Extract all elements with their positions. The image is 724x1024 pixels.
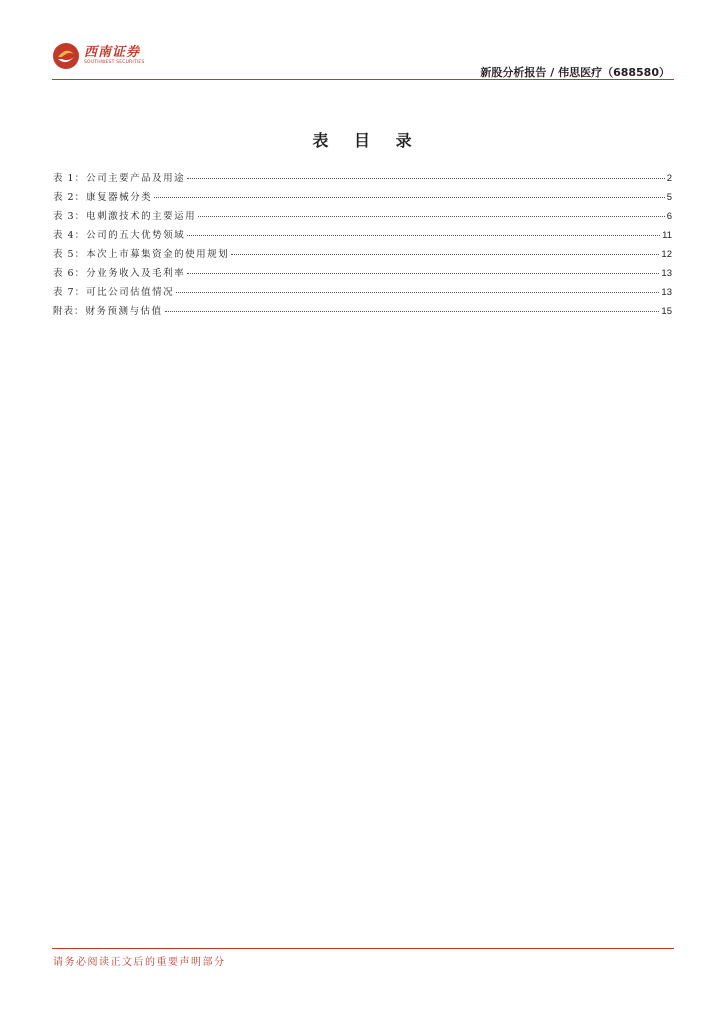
toc-entry-label: 表 7 — [53, 287, 75, 298]
toc-entry-colon: ： — [74, 287, 85, 298]
toc-entry[interactable] — [53, 284, 672, 303]
toc-entry-page: 15 — [661, 306, 672, 317]
toc-entry-page: 13 — [661, 287, 672, 298]
footer-disclaimer: 请务必阅读正文后的重要声明部分 — [53, 957, 226, 968]
toc-entry-page: 11 — [662, 230, 672, 241]
toc-entry-colon: ： — [74, 192, 85, 203]
toc-entry[interactable] — [53, 189, 672, 208]
toc-entry-label: 附表 — [53, 306, 75, 317]
report-title: 新股分析报告 / 伟思医疗（688580） — [480, 66, 670, 79]
toc-entry-page: 12 — [661, 249, 672, 260]
toc-entry-text: 电刺激技术的主要运用 — [86, 211, 197, 222]
page-header — [52, 40, 674, 80]
toc-entry-text: 公司主要产品及用途 — [86, 173, 186, 184]
toc-entry-colon: ： — [74, 249, 85, 260]
toc-entry-label: 表 6 — [53, 268, 75, 279]
toc-entry-colon: ： — [74, 211, 85, 222]
header-divider — [52, 79, 674, 80]
logo-english-name: SOUTHWEST SECURITIES — [84, 60, 145, 65]
table-of-contents — [53, 170, 672, 322]
toc-entry-text: 财务预测与估值 — [85, 306, 163, 317]
toc-entry-page: 5 — [666, 192, 672, 203]
toc-entry-text: 公司的五大优势领域 — [86, 230, 186, 241]
toc-entry-label: 表 3 — [53, 211, 75, 222]
toc-title: 表 目 录 — [312, 131, 422, 150]
toc-entry-text: 分业务收入及毛利率 — [86, 268, 186, 279]
toc-entry-colon: ： — [74, 230, 85, 241]
toc-entry[interactable] — [53, 170, 672, 189]
toc-entry-label: 表 4 — [53, 230, 75, 241]
company-logo — [52, 42, 145, 70]
toc-entry[interactable] — [53, 303, 672, 322]
toc-entry-colon: ： — [74, 268, 85, 279]
toc-leader-dots — [154, 197, 665, 198]
toc-leader-dots — [187, 235, 660, 236]
toc-entry-colon: ： — [74, 173, 85, 184]
toc-entry-page: 2 — [666, 173, 672, 184]
toc-leader-dots — [187, 273, 659, 274]
toc-leader-dots — [176, 292, 659, 293]
toc-entry[interactable] — [53, 265, 672, 284]
toc-leader-dots — [165, 311, 660, 312]
toc-entry[interactable] — [53, 227, 672, 246]
toc-entry-text: 可比公司估值情况 — [86, 287, 175, 298]
logo-chinese-name: 西南证券 — [84, 45, 141, 60]
toc-leader-dots — [187, 178, 665, 179]
toc-entry-colon: ： — [74, 306, 84, 317]
toc-entry[interactable] — [53, 246, 672, 265]
toc-leader-dots — [231, 254, 659, 255]
toc-entry-label: 表 2 — [53, 192, 75, 203]
toc-entry-page: 13 — [661, 268, 672, 279]
toc-entry-page: 6 — [666, 211, 672, 222]
toc-entry-label: 表 5 — [53, 249, 75, 260]
toc-entry-label: 表 1 — [53, 173, 75, 184]
toc-leader-dots — [198, 216, 665, 217]
toc-entry-text: 康复器械分类 — [86, 192, 153, 203]
toc-entry-text: 本次上市募集资金的使用规划 — [86, 249, 230, 260]
toc-entry[interactable] — [53, 208, 672, 227]
footer-divider — [52, 948, 674, 949]
logo-icon — [52, 42, 80, 70]
